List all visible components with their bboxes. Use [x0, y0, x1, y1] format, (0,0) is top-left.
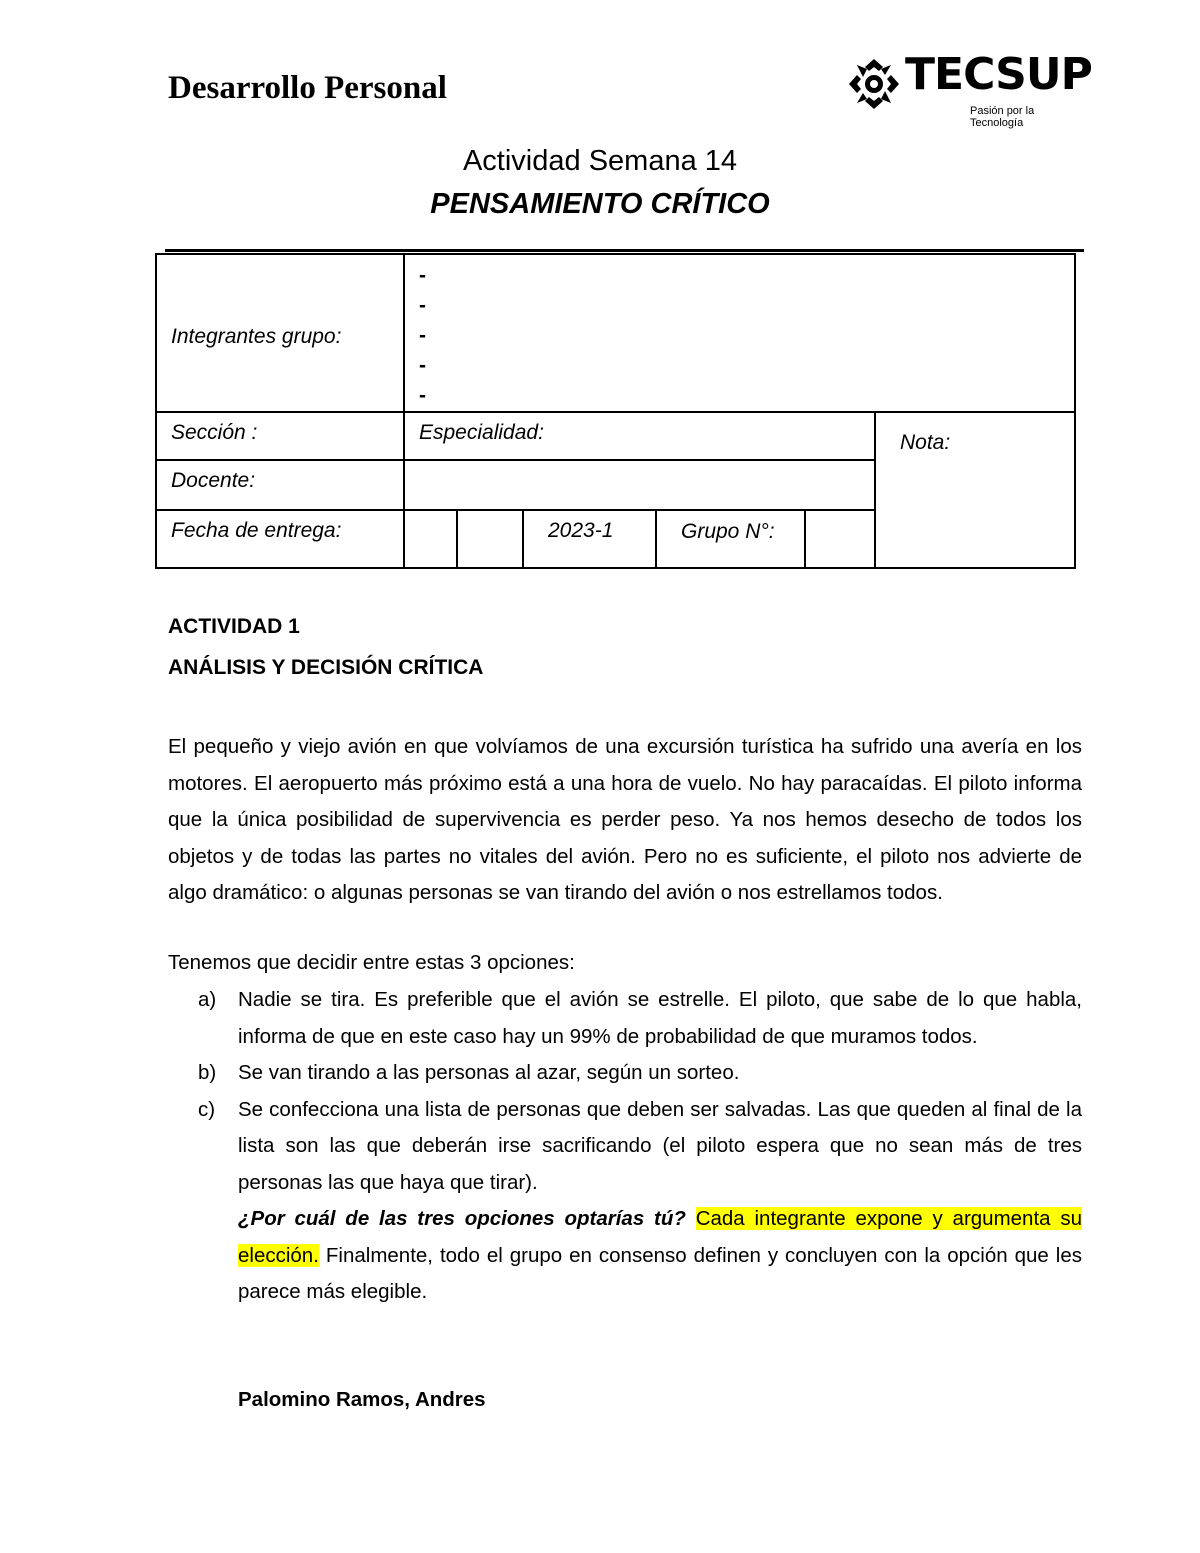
option-item	[168, 1092, 1082, 1202]
grade-label: Nota:	[900, 431, 951, 454]
date-month-cell[interactable]	[457, 510, 523, 568]
activity-subtitle: PENSAMIENTO CRÍTICO	[430, 188, 770, 220]
term-value: 2023-1	[548, 519, 614, 542]
member-entry[interactable]: -	[419, 354, 426, 377]
header-rule	[165, 249, 1084, 252]
scenario-paragraph: El pequeño y viejo avión en que volvíamos de una excursión turística ha sufrido una avería en los motores. El aeropuerto más próximo está a una hora de vuelo. No hay paracaídas. El piloto informa que la única posibilidad de supervivencia es perder peso. Ya nos hemos desecho de todos los objetos y de todas las partes no vitales del avión. Pero no es suficiente, el piloto nos advierte de algo dramático: o algunas personas se van tirando del avión o nos estrellamos todos.	[168, 735, 1082, 904]
member-entry[interactable]: -	[419, 324, 426, 347]
option-text: Se van tirando a las personas al azar, según un sorteo.	[238, 1061, 740, 1084]
options-list	[168, 982, 1082, 1311]
members-list	[419, 261, 1062, 411]
member-entry[interactable]: -	[419, 294, 426, 317]
members-label: Integrantes grupo:	[171, 325, 342, 348]
question-block	[168, 1201, 1082, 1311]
group-number-cell[interactable]	[805, 510, 875, 568]
teacher-label-cell	[156, 460, 404, 510]
student-name: Palomino Ramos, Andres	[238, 1388, 486, 1411]
member-entry[interactable]: -	[419, 264, 426, 287]
date-day-cell[interactable]	[404, 510, 457, 568]
section-label-cell	[156, 412, 404, 460]
specialty-label: Especialidad:	[419, 421, 544, 444]
activity-heading: ACTIVIDAD 1	[168, 615, 300, 638]
activity-subheading: ANÁLISIS Y DECISIÓN CRÍTICA	[168, 656, 484, 679]
members-cell[interactable]	[404, 254, 1075, 412]
section-label: Sección :	[171, 421, 258, 444]
activity-title: Actividad Semana 14	[462, 145, 738, 177]
date-label: Fecha de entrega:	[171, 519, 342, 542]
option-label: a)	[198, 988, 217, 1011]
specialty-cell[interactable]	[404, 412, 875, 460]
closing-text: Finalmente, todo el grupo en consenso definen y concluyen con la opción que les parece más elegible.	[238, 1243, 1082, 1303]
group-label: Grupo N°:	[681, 520, 775, 543]
grade-cell[interactable]	[875, 412, 1075, 568]
term-cell	[523, 510, 656, 568]
question-text: ¿Por cuál de las tres opciones optarías tú?	[238, 1207, 686, 1230]
members-label-cell	[156, 254, 404, 412]
tecsup-logo	[845, 49, 1092, 129]
highlighted-instruction: Cada integrante expone y argumenta su elección.	[238, 1207, 1082, 1267]
option-label: c)	[198, 1097, 216, 1121]
options-intro: Tenemos que decidir entre estas 3 opciones:	[168, 951, 575, 974]
teacher-label: Docente:	[171, 469, 256, 492]
course-title: Desarrollo Personal	[168, 70, 447, 106]
option-label: b)	[198, 1061, 217, 1084]
logo-tagline: Pasión por la Tecnología	[970, 105, 1035, 129]
option-item	[168, 982, 1082, 1055]
option-item	[168, 1055, 1082, 1092]
tecsup-emblem-icon	[845, 55, 903, 113]
teacher-value-cell[interactable]	[404, 460, 875, 510]
logo-wordmark: TECSUP	[905, 49, 1092, 100]
option-text: Nadie se tira. Es preferible que el avión se estrelle. El piloto, que sabe de lo que habla, informa de que en este caso hay un 99% de probabilidad de que muramos todos.	[238, 988, 1082, 1048]
member-entry[interactable]: -	[419, 384, 426, 407]
date-label-cell	[156, 510, 404, 568]
group-label-cell	[656, 510, 805, 568]
student-info-table	[155, 253, 1076, 569]
option-text: Se confecciona una lista de personas que deben ser salvadas. Las que queden al final de la lista son las que deberán irse sacrificando (el piloto espera que no sean más de tres personas las que haya que tirar).	[238, 1097, 1082, 1194]
